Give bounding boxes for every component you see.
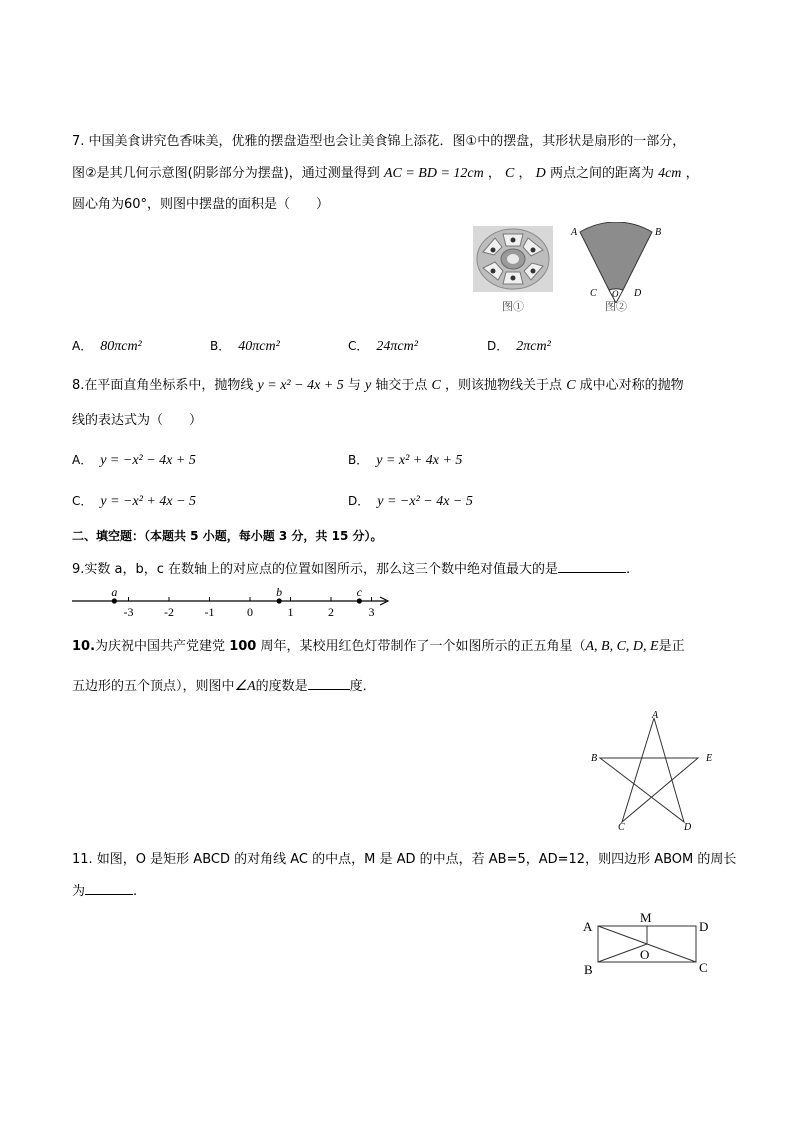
q10-math-vertices: A, B, C, D, E	[585, 639, 659, 654]
q10-label-b: B	[591, 753, 598, 764]
q8-option-a	[72, 450, 196, 471]
option-label: C．	[72, 494, 93, 508]
number-line-tick-label: 3	[368, 605, 375, 619]
q7-label-o: O	[612, 289, 619, 299]
q7-line3: 圆心角为60°，则图中摆盘的面积是（ ）	[72, 197, 330, 212]
option-value: 80πcm²	[100, 339, 142, 354]
q10-math-angle: ∠A	[234, 679, 256, 694]
q9-answer-blank	[558, 558, 626, 573]
q11-label-b: B	[584, 962, 593, 977]
q7-line2	[72, 164, 699, 184]
q8-text: ，则该抛物线关于点	[445, 378, 563, 393]
q7-label-c: C	[590, 288, 597, 299]
q8-math-c: C	[431, 378, 441, 393]
number-line-tick-label: 0	[247, 605, 253, 619]
q11-line2	[72, 880, 137, 902]
q10-label-e: E	[706, 753, 713, 764]
q10-text: 的度数是	[255, 679, 308, 694]
q7-math-c: C	[505, 166, 515, 181]
q10-year: 100	[229, 639, 257, 654]
q9-tail: .	[626, 562, 631, 577]
option-value: y = −x² − 4x + 5	[100, 453, 196, 468]
q7-math-d: D	[535, 166, 546, 181]
q11-answer-blank	[85, 880, 133, 895]
option-label: A．	[72, 339, 93, 353]
number-line-point-label-b: b	[276, 585, 283, 599]
q7-text: ，	[518, 166, 532, 181]
q7-option-b	[210, 336, 280, 357]
q7-text: ，	[685, 166, 699, 181]
q7-figure2-caption: 图②	[605, 301, 627, 313]
q8-option-d	[348, 491, 473, 512]
q8-option-c	[72, 491, 196, 512]
q10-text: 五边形的五个顶点），则图中	[72, 679, 235, 694]
option-value: 24πcm²	[376, 339, 418, 354]
q7-figure1-caption: 图①	[502, 301, 524, 313]
q7-figure2-sector-diagram	[566, 222, 666, 316]
q10-text: 周年，某校用红色灯带制作了一个如图所示的正五角星（	[260, 639, 586, 654]
q8-line2: 线的表达式为（ ）	[72, 413, 203, 428]
q11-label-c: C	[699, 960, 708, 975]
q7-text: 图②是其几何示意图(阴影部分为摆盘)，通过测量得到	[72, 166, 380, 181]
number-line-tick-label: -2	[164, 605, 174, 619]
q11-label-d: D	[699, 919, 709, 934]
q10-line2	[72, 675, 376, 697]
q7-math-distance: 4cm	[658, 166, 682, 181]
q7-option-c	[348, 336, 418, 357]
q7-label-b: B	[655, 227, 662, 238]
q10-line1	[72, 637, 685, 657]
q10-label-c: C	[618, 822, 625, 833]
number-line-point-label-c: c	[356, 585, 363, 599]
option-label: D．	[348, 494, 370, 508]
q10-star-figure	[586, 708, 720, 834]
option-value: y = x² + 4x + 5	[376, 453, 463, 468]
q8-text: 与	[347, 378, 361, 393]
q7-figure1-plate-photo	[473, 226, 555, 316]
number-line-tick-label: 2	[328, 605, 334, 619]
q7-label-d: D	[634, 288, 642, 299]
q8-text: 8.在平面直角坐标系中，抛物线	[72, 378, 254, 393]
q10-label-d: D	[684, 822, 692, 833]
q10-answer-blank	[308, 675, 350, 690]
option-label: A．	[72, 453, 93, 467]
q11-line1: 11. 如图，O 是矩形 ABCD 的对角线 AC 的中点，M 是 AD 的中点，若 AB=5，AD=12，则四边形 ABOM 的周长	[72, 852, 737, 867]
option-label: D．	[487, 339, 509, 353]
q8-text: 轴交于点	[375, 378, 428, 393]
option-label: B．	[210, 339, 231, 353]
q7-text: 两点之间的距离为	[549, 166, 654, 181]
q11-tail: .	[133, 884, 138, 899]
q7-label-a: A	[571, 227, 578, 238]
number-line-tick-label: -3	[123, 605, 134, 619]
option-value: y = −x² − 4x − 5	[377, 494, 473, 509]
q8-math-c2: C	[566, 378, 576, 393]
q10-number: 10.	[72, 639, 96, 654]
number-line-point-b	[277, 598, 282, 603]
number-line-point-a	[112, 598, 117, 603]
q10-text: 度．	[349, 679, 376, 694]
q7-option-a	[72, 336, 142, 357]
q9-number-line	[70, 584, 392, 620]
number-line-tick-label: 1	[287, 605, 294, 619]
q8-math-y: y	[365, 378, 372, 393]
q8-text: 成中心对称的抛物	[579, 378, 684, 393]
number-line-tick-label: -1	[204, 605, 215, 619]
q7-math-lengths: AC = BD = 12cm	[383, 166, 484, 181]
q8-math-parabola: y = x² − 4x + 5	[257, 378, 344, 393]
option-value: y = −x² + 4x − 5	[100, 494, 197, 509]
q11-text: 为	[72, 884, 86, 899]
q11-rectangle-figure	[580, 908, 716, 980]
number-line-point-label-a: a	[111, 585, 118, 599]
q10-text: 是正	[658, 639, 685, 654]
q9-text: 9.实数 a，b，c 在数轴上的对应点的位置如图所示，那么这三个数中绝对值最大的是	[72, 562, 559, 577]
q11-label-o: O	[640, 947, 650, 962]
q8-line1	[72, 376, 684, 396]
option-value: 2πcm²	[516, 339, 551, 354]
q8-option-b	[348, 450, 462, 471]
q7-line1: 7. 中国美食讲究色香味美，优雅的摆盘造型也会让美食锦上添花．图①中的摆盘，其形状是扇形的一部分，	[72, 134, 686, 149]
q7-text: ，	[487, 166, 501, 181]
q11-label-m: M	[640, 910, 652, 925]
option-value: 40πcm²	[238, 339, 280, 354]
number-line-point-c	[357, 598, 362, 603]
option-label: B．	[348, 453, 369, 467]
q10-text: 为庆祝中国共产党建党	[95, 639, 226, 654]
q10-label-a: A	[652, 710, 659, 721]
q11-label-a: A	[583, 919, 593, 934]
q9-line	[72, 558, 630, 580]
q7-option-d	[487, 336, 551, 357]
section-heading-fill-blank: 二、填空题：（本题共 5 小题，每小题 3 分，共 15 分）。	[72, 529, 383, 543]
option-label: C．	[348, 339, 369, 353]
